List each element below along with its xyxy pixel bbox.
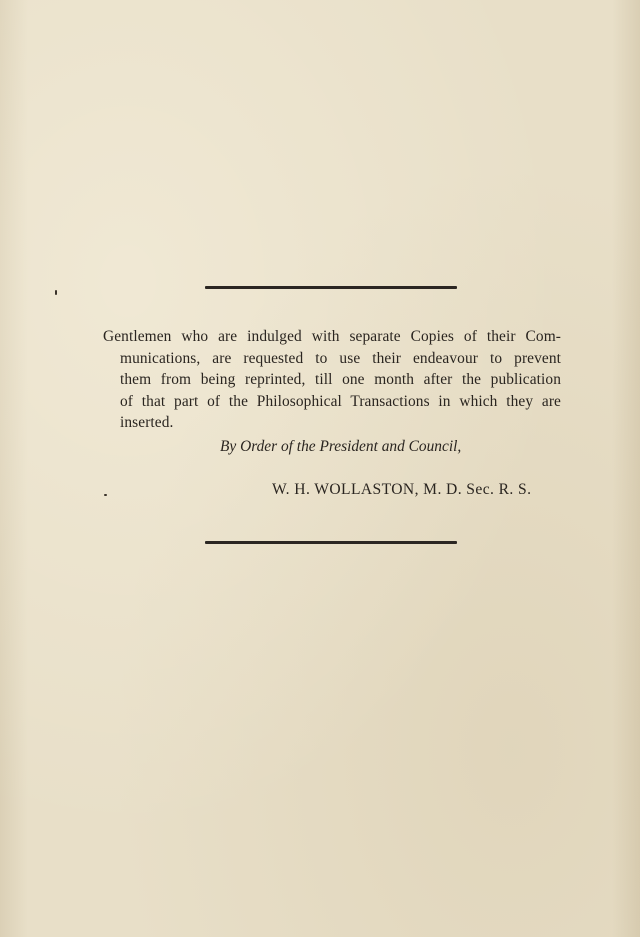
notice-line: munications, are requested to use their endeavour to prevent bbox=[120, 349, 561, 367]
ink-speck bbox=[55, 290, 57, 295]
notice-line: them from being reprinted, till one month after the publication bbox=[120, 371, 561, 388]
notice-paragraph bbox=[103, 326, 561, 434]
notice-line: of that part of the Philosophical Transactions in which they are bbox=[120, 392, 561, 410]
top-rule bbox=[205, 286, 457, 289]
ink-speck bbox=[104, 494, 107, 496]
notice-line: inserted. bbox=[120, 414, 174, 431]
bottom-rule bbox=[205, 541, 457, 544]
notice-line: Gentlemen who are indulged with separate Copies of their Com- bbox=[103, 328, 561, 345]
order-line: By Order of the President and Council, bbox=[220, 438, 462, 455]
signature: W. H. WOLLASTON, M. D. Sec. R. S. bbox=[272, 481, 532, 498]
